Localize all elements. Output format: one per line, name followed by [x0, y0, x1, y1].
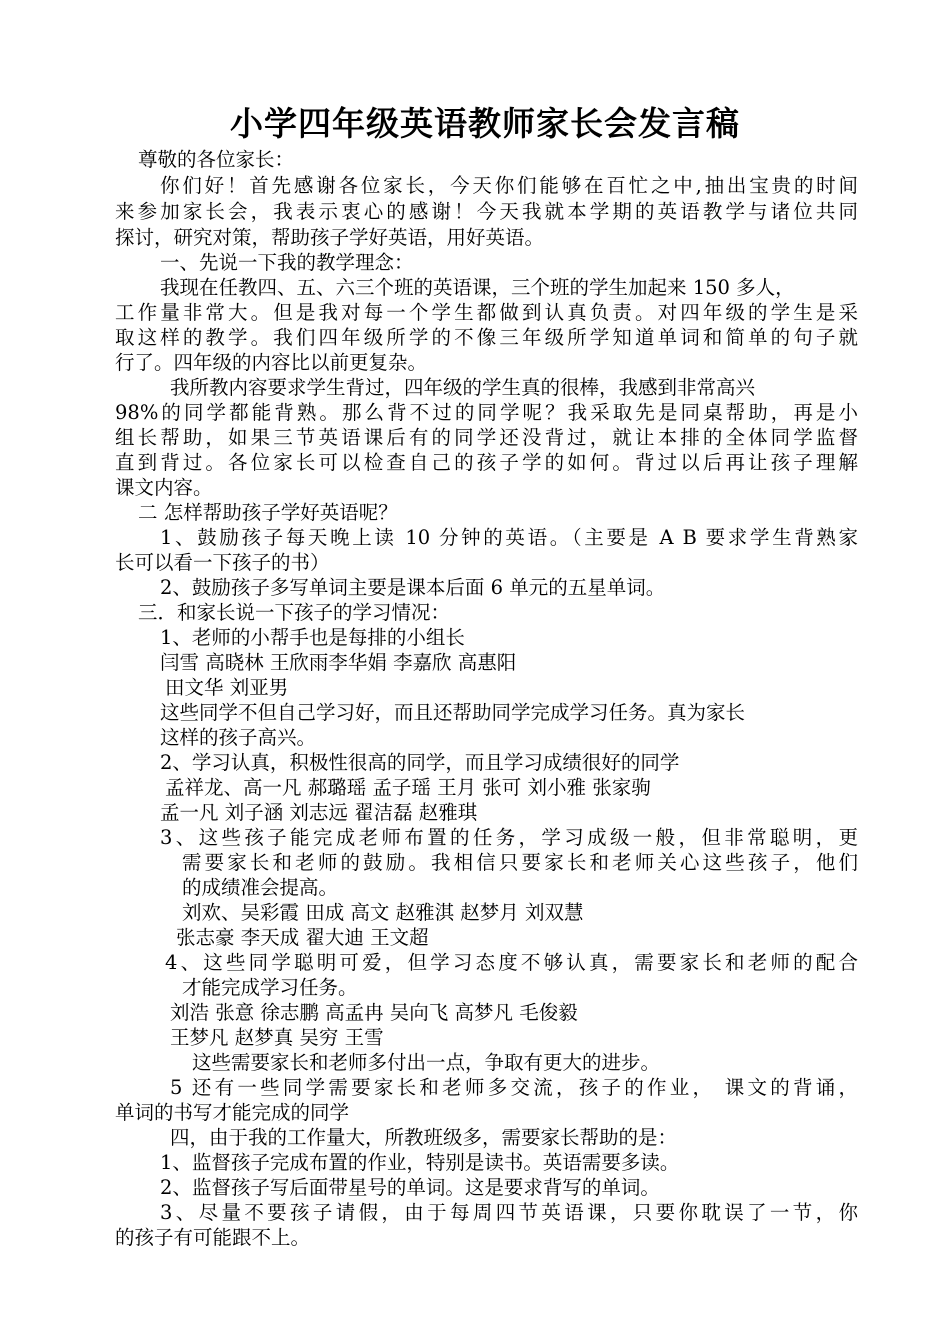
text-line: 四，由于我的工作量大，所教班级多，需要家长帮助的是：	[170, 1126, 678, 1149]
text-line: 直到背过。各位家长可以检查自己的孩子学的如何。背过以后再让孩子理解	[115, 451, 858, 474]
text-line: 来参加家长会，我表示衷心的感谢！今天我就本学期的英语教学与诸位共同	[115, 200, 858, 223]
text-line: 二 怎样帮助孩子学好英语呢？	[138, 501, 398, 524]
text-line: 刘欢、吴彩霞 田成 高文 赵雅淇 赵梦月 刘双慧	[182, 901, 584, 924]
text-line: 的孩子有可能跟不上。	[115, 1226, 311, 1249]
text-line: 张志豪 李天成 翟大迪 王文超	[176, 926, 429, 949]
text-line: 课文内容。	[115, 476, 213, 499]
text-line: 1、老师的小帮手也是每排的小组长	[160, 626, 465, 649]
text-line: 探讨，研究对策，帮助孩子学好英语，用好英语。	[115, 226, 545, 249]
text-line: 工作量非常大。但是我对每一个学生都做到认真负责。对四年级的学生是采	[115, 301, 858, 324]
text-line: 3、尽量不要孩子请假，由于每周四节英语课，只要你耽误了一节，你	[160, 1201, 858, 1224]
text-line: 长可以看一下孩子的书）	[115, 551, 330, 574]
text-line: 王梦凡 赵梦真 吴穷 王雪	[170, 1026, 384, 1049]
text-line: 一、先说一下我的教学理念：	[160, 251, 414, 274]
text-line: 你们好！首先感谢各位家长，今天你们能够在百忙之中,抽出宝贵的时间	[160, 174, 858, 197]
text-line: 这些同学不但自己学习好，而且还帮助同学完成学习任务。真为家长	[160, 701, 746, 724]
text-line: 5 还有一些同学需要家长和老师多交流，孩子的作业， 课文的背诵，	[170, 1076, 858, 1099]
text-line: 闫雪 高晓林 王欣雨李华娟 李嘉欣 高惠阳	[160, 651, 517, 674]
text-line: 孟一凡 刘子涵 刘志远 翟洁磊 赵雅琪	[160, 801, 478, 824]
text-line: 刘浩 张意 徐志鹏 高孟冉 吴向飞 高梦凡 毛俊毅	[170, 1001, 578, 1024]
text-line: 2、监督孩子写后面带星号的单词。这是要求背写的单词。	[160, 1176, 660, 1199]
text-line: 1、监督孩子完成布置的作业，特别是读书。英语需要多读。	[160, 1151, 680, 1174]
text-line: 需要家长和老师的鼓励。我相信只要家长和老师关心这些孩子，他们	[182, 851, 858, 874]
text-line: 三．和家长说一下孩子的学习情况：	[138, 601, 451, 624]
text-line: 这些需要家长和老师多付出一点，争取有更大的进步。	[192, 1051, 661, 1074]
text-line: 田文华 刘亚男	[165, 676, 289, 699]
text-line: 2、鼓励孩子多写单词主要是课本后面 6 单元的五星单词。	[160, 576, 666, 599]
text-line: 行了。四年级的内容比以前更复杂。	[115, 351, 428, 374]
text-line: 2、学习认真，积极性很高的同学，而且学习成绩很好的同学	[160, 751, 680, 774]
text-line: 孟祥龙、高一凡 郝璐瑶 孟子瑶 王月 张可 刘小雅 张家驹	[165, 776, 651, 799]
text-line: 98%的同学都能背熟。那么背不过的同学呢？我采取先是同桌帮助，再是小	[115, 401, 858, 424]
text-line: 尊敬的各位家长：	[138, 148, 295, 171]
text-line: 这样的孩子高兴。	[160, 726, 317, 749]
text-line: 我所教内容要求学生背过，四年级的学生真的很棒，我感到非常高兴	[170, 376, 756, 399]
text-line: 的成绩准会提高。	[182, 876, 339, 899]
text-line: 单词的书写才能完成的同学	[115, 1101, 350, 1124]
text-line: 4、这些同学聪明可爱，但学习态度不够认真，需要家长和老师的配合	[165, 951, 858, 974]
text-line: 组长帮助，如果三节英语课后有的同学还没背过，就让本排的全体同学监督	[115, 426, 858, 449]
text-line: 1、鼓励孩子每天晚上读 10 分钟的英语。（主要是 A B 要求学生背熟家	[160, 526, 858, 549]
text-line: 才能完成学习任务。	[182, 976, 358, 999]
text-line: 我现在任教四、五、六三个班的英语课，三个班的学生加起来 150 多人，	[160, 276, 795, 299]
document-title: 小学四年级英语教师家长会发言稿	[230, 104, 740, 143]
text-line: 3、这些孩子能完成老师布置的任务，学习成级一般，但非常聪明，更	[160, 826, 858, 849]
text-line: 取这样的教学。我们四年级所学的不像三年级所学知道单词和简单的句子就	[115, 326, 858, 349]
